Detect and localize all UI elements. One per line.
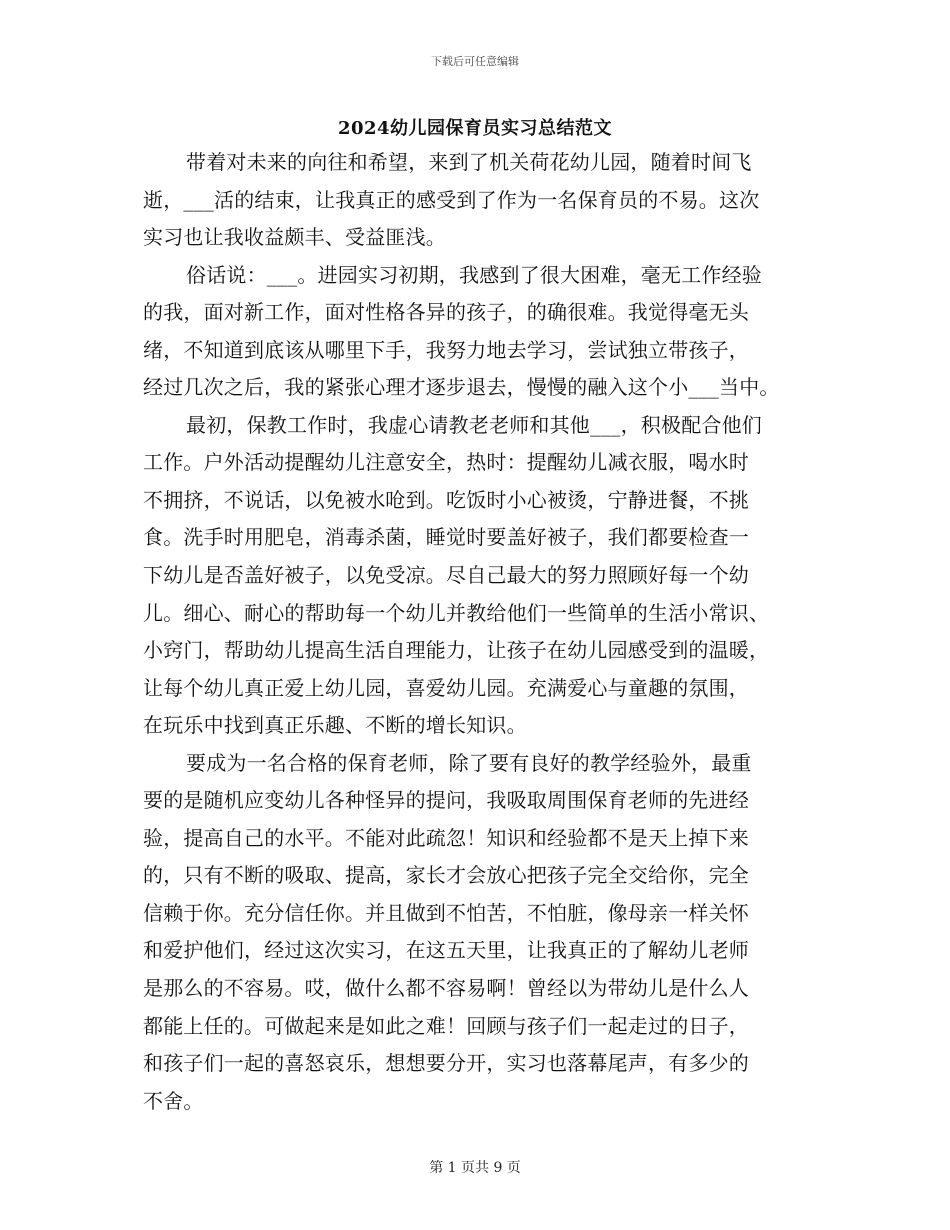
- document-title: 2024幼儿园保育员实习总结范文: [337, 118, 613, 139]
- text-line: 验，提高自己的水平。不能对此疏忽！知识和经验都不是天上掉下来: [143, 825, 749, 850]
- text-line: 在玩乐中找到真正乐趣、不断的增长知识。: [143, 713, 527, 738]
- text-line: 最初，保教工作时，我虚心请教老老师和其他___，积极配合他们: [186, 412, 762, 437]
- text-line: 都能上任的。可做起来是如此之难！回顾与孩子们一起走过的日子，: [143, 1013, 749, 1038]
- paragraph: [143, 745, 813, 1120]
- text-line: 是那么的不容易。哎，做什么都不容易啊！曾经以为带幼儿是什么人: [143, 976, 749, 1001]
- paragraph: [143, 407, 813, 745]
- text-line: 的，只有不断的吸取、提高，家长才会放心把孩子完全交给你，完全: [143, 863, 749, 888]
- text-line: 的我，面对新工作，面对性格各异的孩子，的确很难。我觉得毫无头: [143, 300, 749, 325]
- text-line: 信赖于你。充分信任你。并且做到不怕苦，不怕脏，像母亲一样关怀: [143, 900, 749, 925]
- text-line: 下幼儿是否盖好被子，以免受凉。尽自己最大的努力照顾好每一个幼: [143, 563, 749, 588]
- text-line: 不舍。: [143, 1088, 204, 1113]
- text-line: 俗话说：___。进园实习初期，我感到了很大困难，毫无工作经验: [186, 262, 762, 287]
- text-line: 带着对未来的向往和希望，来到了机关荷花幼儿园，随着时间飞: [186, 150, 752, 174]
- text-line: 实习也让我收益颇丰、受益匪浅。: [143, 225, 446, 250]
- text-line: 和孩子们一起的喜怒哀乐，想想要分开，实习也落幕尾声，有多少的: [143, 1051, 749, 1076]
- text-line: 逝，___活的结束，让我真正的感受到了作为一名保育员的不易。这次: [143, 187, 760, 212]
- document-body: [143, 144, 813, 1120]
- text-line: 让每个幼儿真正爱上幼儿园，喜爱幼儿园。充满爱心与童趣的氛围，: [143, 675, 749, 700]
- paragraph: [143, 257, 813, 407]
- text-line: 绪，不知道到底该从哪里下手，我努力地去学习，尝试独立带孩子，: [143, 337, 749, 362]
- text-line: 经过几次之后，我的紧张心理才逐步退去，慢慢的融入这个小___当中。: [143, 375, 780, 400]
- text-line: 工作。户外活动提醒幼儿注意安全，热时：提醒幼儿减衣服，喝水时: [143, 450, 749, 475]
- text-line: 小窍门，帮助幼儿提高生活自理能力，让孩子在幼儿园感受到的温暖，: [143, 638, 770, 663]
- page-footer: 第 1 页共 9 页: [429, 1160, 521, 1176]
- text-line: 食。洗手时用肥皂，消毒杀菌，睡觉时要盖好被子，我们都要检查一: [143, 525, 749, 550]
- page-header: 下载后可任意编辑: [431, 55, 519, 68]
- text-line: 要成为一名合格的保育老师，除了要有良好的教学经验外，最重: [186, 750, 752, 775]
- paragraph: [143, 144, 813, 257]
- text-line: 不拥挤，不说话，以免被水呛到。吃饭时小心被烫，宁静进餐，不挑: [143, 487, 749, 512]
- text-line: 和爱护他们，经过这次实习，在这五天里，让我真正的了解幼儿老师: [143, 938, 749, 963]
- text-line: 要的是随机应变幼儿各种怪异的提问，我吸取周围保育老师的先进经: [143, 788, 749, 813]
- text-line: 儿。细心、耐心的帮助每一个幼儿并教给他们一些简单的生活小常识、: [143, 600, 770, 625]
